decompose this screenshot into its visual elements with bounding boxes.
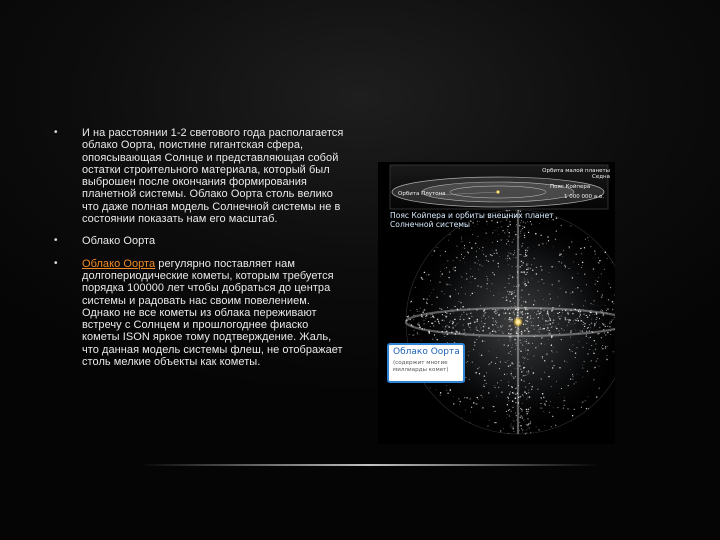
bottom-divider <box>140 464 600 466</box>
oort-callout-text: (содержит многие миллиарды комет) <box>393 360 449 373</box>
oort-cloud-graphic <box>378 162 615 444</box>
bullet-marker: • <box>54 127 58 138</box>
bullet-text: регулярно поставляет нам долгопериодические кометы, которым требуется порядка 100000 лет чтобы добраться до центра системы и радовать нас своим повелением. Однако не все кометы из облака переживают встречу с Солнцем и прошлогоднее фиаско кометы ISON яркое тому подтверждение. Жаль, что данная модель системы флеш, не отображает столь мелкие объекты как кометы. <box>82 257 343 369</box>
bullet-item-description <box>54 127 344 225</box>
kuiper-belt-label: Пояс Койпера <box>550 184 591 190</box>
oort-callout <box>387 343 465 383</box>
bullet-text: И на расстоянии 1-2 светового года располагается облако Оорта, поистине гигантская сфера, опоясывающая Солнце и представляющая собой остатки строительного материала, который был выброшен после окончания формирования планетной системы. Облако Оорта столь велико что даже полная модель Солнечной системы не в состоянии показать нам его масштаб. <box>82 127 344 226</box>
bullet-marker: • <box>54 235 58 247</box>
distance-label: 1 000 000 а.е. <box>564 194 604 200</box>
pluto-orbit-label: Орбита Плутона <box>398 191 446 197</box>
bullet-list <box>54 127 344 378</box>
bullet-item-heading <box>54 235 344 247</box>
oort-cloud-link[interactable]: Облако Оорта <box>82 257 156 270</box>
sedna-orbit-label: Орбита малой планеты Седна <box>542 168 610 181</box>
sun-glow <box>513 317 523 327</box>
bullet-item-comets <box>54 258 344 369</box>
kuiper-caption: Пояс Койпера и орбиты внешних планет Солнечной системы <box>390 211 554 229</box>
oort-sphere <box>406 210 615 435</box>
bullet-text: Облако Оорта <box>82 235 156 248</box>
oort-cloud-illustration <box>378 162 615 444</box>
oort-callout-title: Облако Оорта <box>393 347 460 357</box>
bullet-marker: • <box>54 257 58 269</box>
